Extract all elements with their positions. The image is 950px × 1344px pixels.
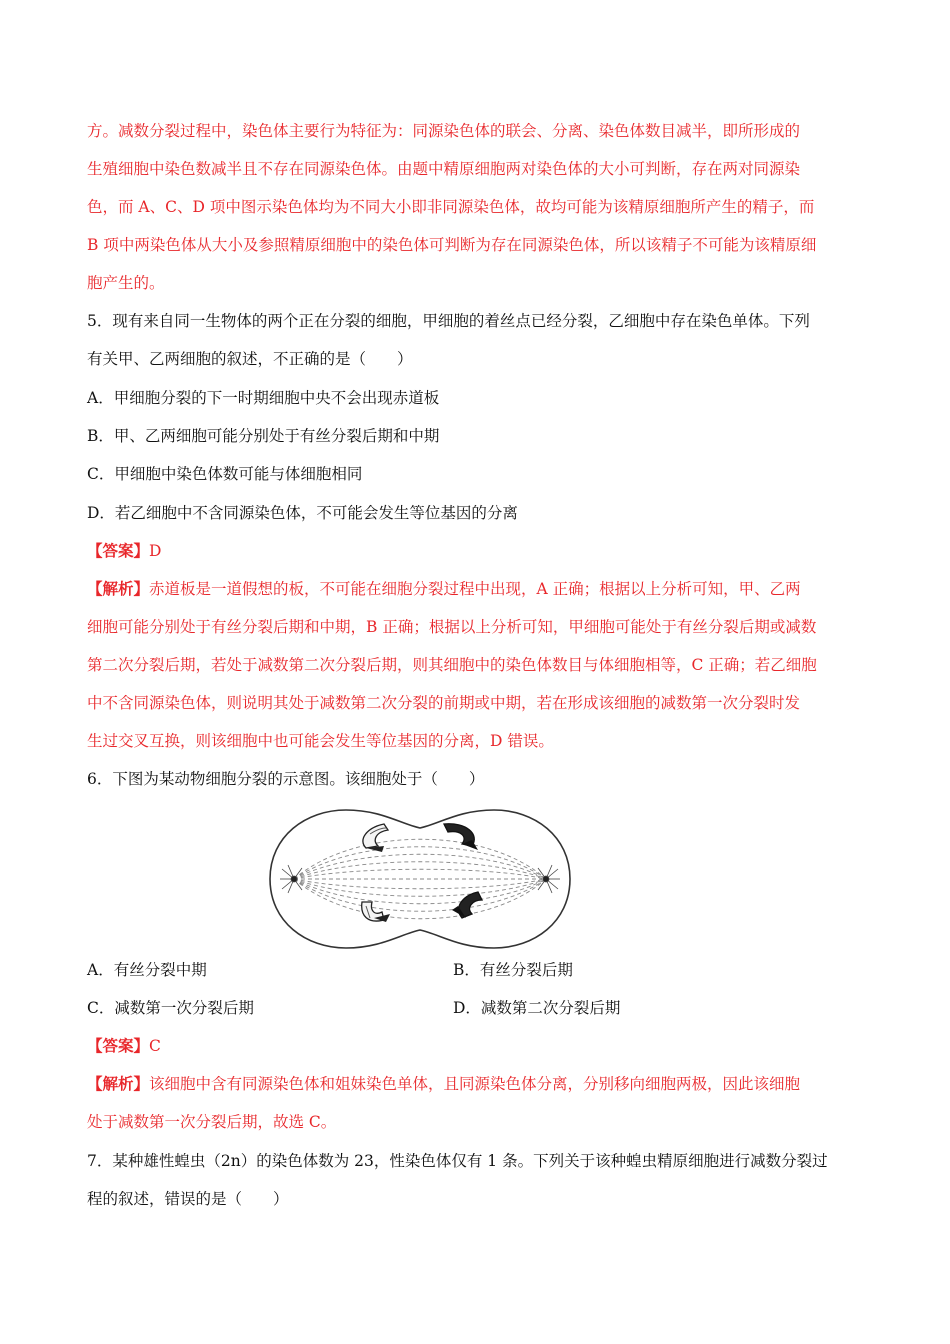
q6-option-d: D．减数第二次分裂后期: [453, 999, 621, 1017]
chromosome-lower-left: [362, 902, 390, 922]
q5-explanation-line-4: 中不含同源染色体，则说明其处于减数第二次分裂的前期或中期，若在形成该细胞的减数第一次分裂时发: [87, 694, 801, 712]
prev-explanation-line-4: B 项中两染色体从大小及参照精原细胞中的染色体可判断为存在同源染色体，所以该精子不可能为该精原细: [87, 236, 817, 254]
q7-stem-line-1: 7．某种雄性蝗虫（2n）的染色体数为 23，性染色体仅有 1 条。下列关于该种蝗虫精原细胞进行减数分裂过: [87, 1152, 828, 1170]
q6-explanation-text-1: 该细胞中含有同源染色体和姐妹染色单体，且同源染色体分离，分别移向细胞两极，因此该细胞: [149, 1075, 801, 1093]
q5-explanation-line-3: 第二次分裂后期，若处于减数第二次分裂后期，则其细胞中的染色体数目与体细胞相等，C 正确；若乙细胞: [87, 656, 817, 674]
q5-explanation-line-1: [87, 570, 867, 608]
prev-explanation-line-2: 生殖细胞中染色数减半且不存在同源染色体。由题中精原细胞两对染色体的大小可判断，存在两对同源染: [87, 160, 801, 178]
q6-explanation-line-1: [87, 1065, 867, 1103]
q6-answer-value: C: [149, 1037, 161, 1055]
q5-explanation-line-2: 细胞可能分别处于有丝分裂后期和中期，B 正确；根据以上分析可知，甲细胞可能处于有丝分裂后期或减数: [87, 618, 817, 636]
prev-explanation-line-1: 方。减数分裂过程中，染色体主要行为特征为：同源染色体的联会、分离、染色体数目减半，即所形成的: [87, 122, 801, 140]
q7-stem-line-2: 程的叙述，错误的是（ ）: [87, 1190, 289, 1208]
left-centrosome: [280, 865, 302, 893]
chromosome-lower-right: [452, 892, 482, 918]
spindle-fibers: [294, 839, 546, 919]
q6-explanation-line-2: 处于减数第一次分裂后期，故选 C。: [87, 1113, 337, 1131]
q5-stem-line-2: 有关甲、乙两细胞的叙述，不正确的是（ ）: [87, 350, 413, 368]
q5-answer-label: 【答案】: [87, 541, 150, 560]
chromosome-upper-right: [444, 824, 478, 850]
q5-option-d: D．若乙细胞中不含同源染色体，不可能会发生等位基因的分离: [87, 504, 518, 522]
q5-explanation-line-5: 生过交叉互换，则该细胞中也可能会发生等位基因的分离，D 错误。: [87, 732, 554, 750]
q5-option-c: C．甲细胞中染色体数可能与体细胞相同: [87, 465, 363, 483]
q6-option-b: B．有丝分裂后期: [453, 961, 573, 979]
q5-stem-line-1: 5．现有来自同一生物体的两个正在分裂的细胞，甲细胞的着丝点已经分裂，乙细胞中存在染色单体。下列: [87, 312, 810, 330]
q5-explanation-text-1: 赤道板是一道假想的板，不可能在细胞分裂过程中出现，A 正确；根据以上分析可知，甲、乙两: [149, 580, 801, 598]
q6-answer: [87, 1027, 867, 1065]
q5-option-b: B．甲、乙两细胞可能分别处于有丝分裂后期和中期: [87, 427, 440, 445]
q5-answer-value: D: [149, 542, 162, 560]
prev-explanation-line-3: 色，而 A、C、D 项中图示染色体均为不同大小即非同源染色体，故均可能为该精原细胞所产生的精子，而: [87, 198, 815, 216]
cell-division-figure: [266, 806, 574, 952]
prev-explanation-line-5: 胞产生的。: [87, 274, 165, 292]
q6-stem: 6．下图为某动物细胞分裂的示意图。该细胞处于（ ）: [87, 770, 485, 788]
q6-explanation-label: 【解析】: [87, 1074, 150, 1093]
q5-option-a: A．甲细胞分裂的下一时期细胞中央不会出现赤道板: [87, 389, 440, 407]
q6-answer-label: 【答案】: [87, 1036, 150, 1055]
q5-answer: [87, 532, 867, 570]
q6-option-a: A．有丝分裂中期: [87, 961, 207, 979]
chromosome-upper-left: [363, 824, 388, 852]
q6-option-c: C．减数第一次分裂后期: [87, 999, 254, 1017]
q5-explanation-label: 【解析】: [87, 579, 150, 598]
